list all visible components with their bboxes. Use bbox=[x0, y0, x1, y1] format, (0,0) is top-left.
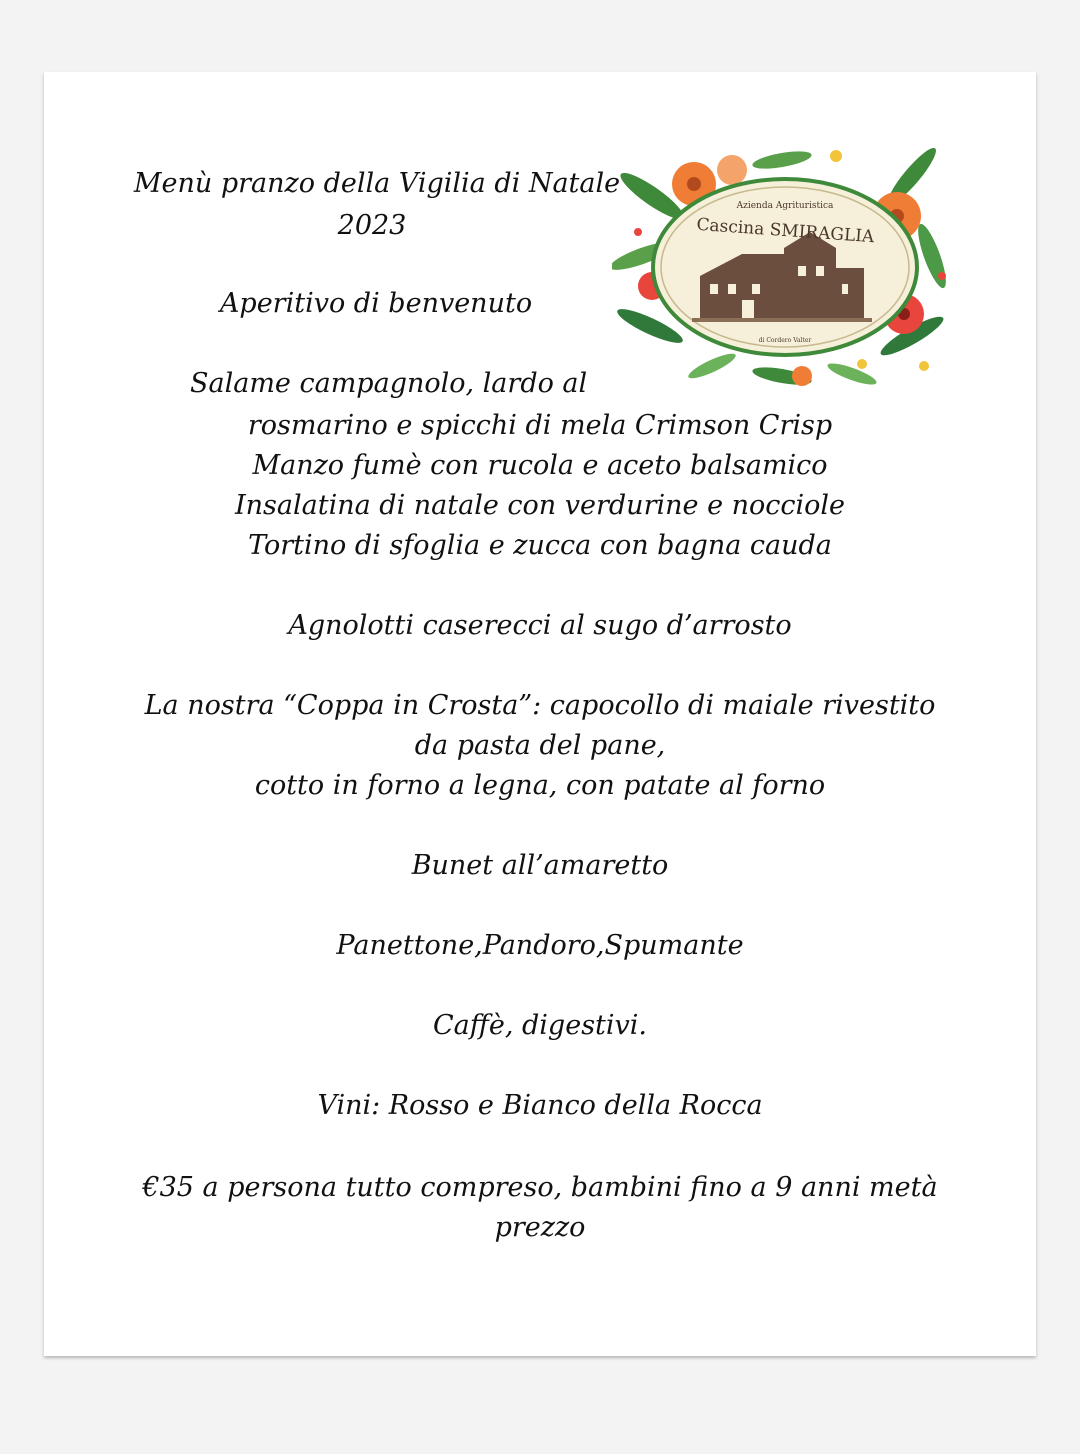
price-line: €35 a persona tutto compreso, bambini fino a 9 anni metà bbox=[142, 1172, 938, 1203]
logo-owner: di Cordero Valter bbox=[758, 337, 812, 344]
logo-subtitle: Azienda Agrituristica bbox=[736, 201, 834, 211]
antipasto-line: Manzo fumè con rucola e aceto balsamico bbox=[252, 450, 828, 481]
primo-course: Agnolotti caserecci al sugo d’arrosto bbox=[288, 610, 792, 641]
antipasto-line: Tortino di sfoglia e zucca con bagna cauda bbox=[248, 530, 832, 561]
wines: Vini: Rosso e Bianco della Rocca bbox=[317, 1090, 763, 1121]
secondo-line: La nostra “Coppa in Crosta”: capocollo di maiale rivestito bbox=[144, 690, 936, 721]
cascina-smiraglia-logo bbox=[612, 136, 958, 394]
secondo-line: cotto in forno a legna, con patate al forno bbox=[254, 770, 826, 801]
aperitif: Aperitivo di benvenuto bbox=[219, 288, 533, 319]
antipasto-line: Salame campagnolo, lardo al bbox=[190, 368, 588, 399]
menu-title: Menù pranzo della Vigilia di Natale bbox=[133, 168, 621, 199]
menu-year: 2023 bbox=[337, 210, 407, 241]
sweets: Panettone,Pandoro,Spumante bbox=[336, 930, 744, 961]
coffee: Caffè, digestivi. bbox=[432, 1010, 648, 1041]
menu-page bbox=[44, 72, 1036, 1356]
antipasto-line: rosmarino e spicchi di mela Crimson Crisp bbox=[247, 410, 833, 441]
price-line: prezzo bbox=[494, 1212, 586, 1243]
antipasto-line: Insalatina di natale con verdurine e nocciole bbox=[234, 490, 846, 521]
logo-name: Cascina SMIRAGLIA bbox=[695, 214, 875, 248]
secondo-line: da pasta del pane, bbox=[414, 730, 666, 761]
dessert: Bunet all’amaretto bbox=[411, 850, 669, 881]
